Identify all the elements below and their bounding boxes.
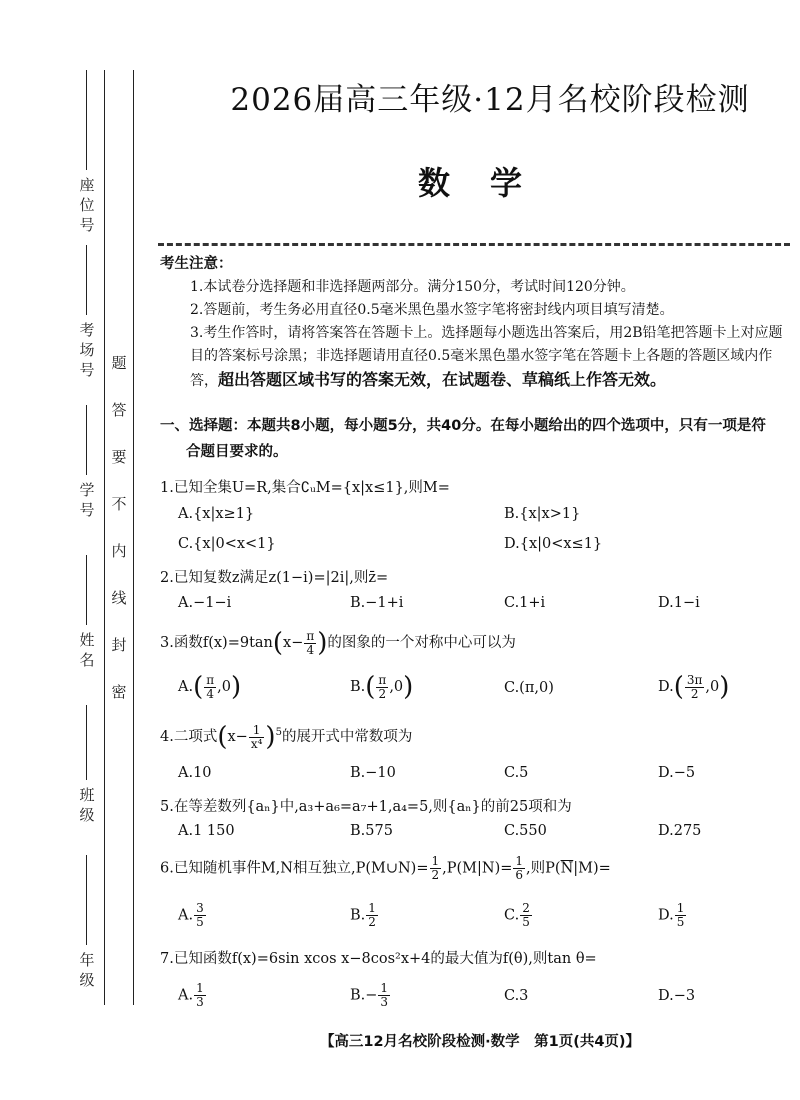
subject-title: 数学: [417, 164, 562, 202]
option-b[interactable]: B.− $\frac{1}{3}$: [350, 981, 389, 1009]
option-c[interactable]: C.5: [504, 765, 529, 781]
option-d[interactable]: D.−3: [658, 988, 696, 1004]
question-5-stem: 5.在等差数列{aₙ}中,a₃+a₆=a₇+1,a₄=5,则{aₙ}的前25项和为: [160, 799, 572, 815]
option-d[interactable]: D.−5: [658, 765, 696, 781]
option-b[interactable]: B.−10: [350, 765, 396, 781]
seal-char: 封: [111, 636, 127, 654]
option-b[interactable]: B.−1+i: [350, 595, 404, 611]
option-b[interactable]: B. $\frac{1}{2}$: [350, 901, 376, 929]
option-c[interactable]: C.{x|0<x<1}: [178, 536, 276, 552]
option-b[interactable]: B.575: [350, 823, 393, 839]
option-d[interactable]: D.( $\frac{3\pi}{2}$ ,0): [658, 672, 730, 702]
binding-margin: [0, 0, 140, 1100]
question-7-stem: 7.已知函数f(x)=6sin xcos x−8cos²x+4的最大值为f(θ),则tan θ=: [160, 951, 597, 967]
stem-text: 的图象的一个对称中心可以为: [327, 635, 516, 651]
question-4-stem: 4.二项式(x− $\frac{1}{\text{x⁴}}$ )$^5$的展开式中常数项为: [160, 722, 413, 752]
fraction: $\frac{\pi}{4}$: [306, 628, 315, 657]
question-2-stem: 2.已知复数z满足z(1−i)=|2i|,则z̄=: [160, 570, 389, 586]
seal-char: 答: [111, 401, 127, 419]
option-d[interactable]: D.{x|0<x≤1}: [504, 536, 603, 552]
notice-heading: 考生注意：: [160, 256, 233, 272]
field-label: 班级: [79, 786, 95, 824]
option-c[interactable]: C.(π,0): [504, 680, 554, 696]
field-student-number[interactable]: [68, 405, 102, 555]
question-1-stem: 1.已知全集U=R,集合∁ᵤM={x|x≤1},则M=: [160, 480, 450, 496]
field-name[interactable]: [68, 555, 102, 705]
option-a[interactable]: A.10: [178, 765, 212, 781]
field-label: 年级: [79, 951, 95, 989]
seal-char: 题: [111, 354, 127, 372]
notice-emphasis: 超出答题区域书写的答案无效，在试题卷、草稿纸上作答无效。: [218, 370, 667, 389]
option-a[interactable]: A.−1−i: [178, 595, 232, 611]
option-b[interactable]: B.{x|x>1}: [504, 506, 581, 522]
field-seat-number[interactable]: [68, 70, 102, 240]
field-label: 座位号: [79, 176, 95, 234]
option-a[interactable]: A. $\frac{1}{3}$: [178, 981, 204, 1009]
candidate-notice: [160, 253, 790, 393]
stem-text: 3.函数f(x)=9tan: [160, 635, 273, 651]
question-3-stem: 3.函数f(x)=9tan(x− $\frac{\pi}{4}$ )的图象的一个对称中心可以为: [160, 628, 516, 658]
notice-item: 1.本试卷分选择题和非选择题两部分。满分150分，考试时间120分钟。: [190, 279, 635, 295]
section-line: 合题目要求的。: [186, 444, 288, 460]
notice-item: 2.答题前，考生务必用直径0.5毫米黑色墨水签字笔将密封线内项目填写清楚。: [190, 302, 674, 318]
option-c[interactable]: C.1+i: [504, 595, 546, 611]
option-c[interactable]: C. $\frac{2}{5}$: [504, 901, 530, 929]
field-label: 考场号: [79, 321, 95, 379]
option-b[interactable]: B.( $\frac{\pi}{2}$ ,0): [350, 672, 414, 702]
option-d[interactable]: D.275: [658, 823, 702, 839]
option-a[interactable]: A. $\frac{3}{5}$: [178, 901, 204, 929]
field-label: 学号: [79, 481, 95, 519]
option-d[interactable]: D. $\frac{1}{5}$: [658, 901, 685, 929]
field-grade[interactable]: [68, 855, 102, 1005]
seal-line-notice: [108, 340, 130, 716]
option-c[interactable]: C.550: [504, 823, 547, 839]
option-a[interactable]: A.{x|x≥1}: [178, 506, 255, 522]
seal-char: 要: [111, 448, 127, 466]
section-line: 一、选择题：本题共8小题，每小题5分，共40分。在每小题给出的四个选项中，只有一项是符: [160, 418, 766, 434]
field-label: 姓名: [79, 631, 95, 669]
option-c[interactable]: C.3: [504, 988, 529, 1004]
exam-title: 2026届高三年级·12月名校阶段检测: [230, 82, 750, 118]
option-a[interactable]: A.( $\frac{\pi}{4}$ ,0): [178, 672, 242, 702]
seal-char: 不: [111, 495, 127, 513]
seal-char: 内: [111, 542, 127, 560]
binding-line-inner: [133, 70, 134, 1005]
binding-line-outer: [104, 70, 105, 1005]
page-footer: 【高三12月名校阶段检测·数学 第1页(共4页)】: [319, 1034, 641, 1050]
question-6-stem: 6.已知随机事件M,N相互独立,P(M∪N)= $\frac{1}{2}$ ,P(M|N)= $\frac{1}{6}$ ,则$P(\overline{N}|M)=$: [160, 854, 611, 882]
section-heading: [160, 413, 792, 465]
notice-item-text: 3.考生作答时，请将答案答在答题卡上。选择题每小题选出答案后，用2B铅笔把答题卡上对应题目的答案标号涂黑；非选择题请用直径0.5毫米黑色墨水签字笔在答题卡上各题的答题区域内作答，: [190, 325, 783, 389]
field-class[interactable]: [68, 705, 102, 855]
dashed-divider: [158, 243, 790, 246]
option-d[interactable]: D.1−i: [658, 595, 700, 611]
seal-char: 线: [111, 589, 127, 607]
field-exam-room[interactable]: [68, 245, 102, 405]
notice-item: [160, 322, 790, 393]
stem-text: x−: [283, 635, 304, 651]
seal-char: 密: [111, 683, 127, 701]
option-a[interactable]: A.1 150: [178, 823, 235, 839]
